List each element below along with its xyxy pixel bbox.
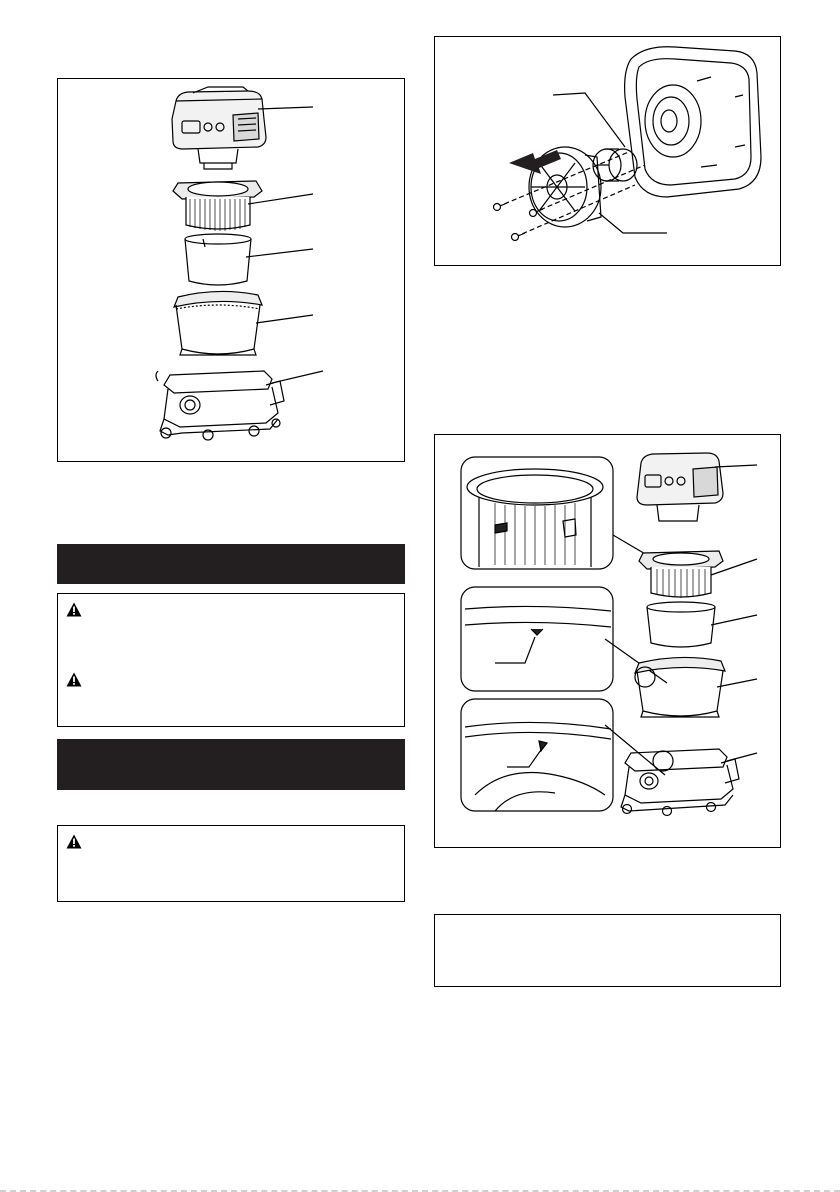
dust-bag-part [174,291,262,355]
detail-panel-tank-notch [461,699,613,811]
warning-triangle-icon [66,602,82,617]
exploded-view-figure [57,78,405,462]
filter-removal-figure [434,36,781,266]
arrow-left-icon [509,150,561,174]
filter-sleeve-part [647,602,715,647]
motor-housing-part [625,47,761,197]
section-header-bar-1 [57,544,405,584]
warning-box-1 [57,593,405,727]
detail-panel-filter-seat [461,457,613,569]
filter-sleeve-part [185,234,251,285]
filter-part [173,181,262,231]
motor-head-part [637,453,723,521]
filter-removal-drawing [435,37,782,267]
warning-triangle-icon [66,834,82,849]
motor-head-part [172,87,266,169]
tank-part [156,371,284,440]
section-header-bar-2 [57,739,405,790]
tank-part [621,749,739,816]
warning-box-2 [57,825,405,902]
exploded-view-drawing [58,79,406,463]
warning-triangle-icon [66,672,82,687]
filter-part [639,551,723,598]
reassembly-drawing [435,435,782,849]
dust-bag-part [635,657,725,717]
reassembly-figure [434,434,781,848]
screw-parts [494,203,544,241]
note-box [434,914,781,987]
detail-panel-bag-notch [461,587,613,691]
